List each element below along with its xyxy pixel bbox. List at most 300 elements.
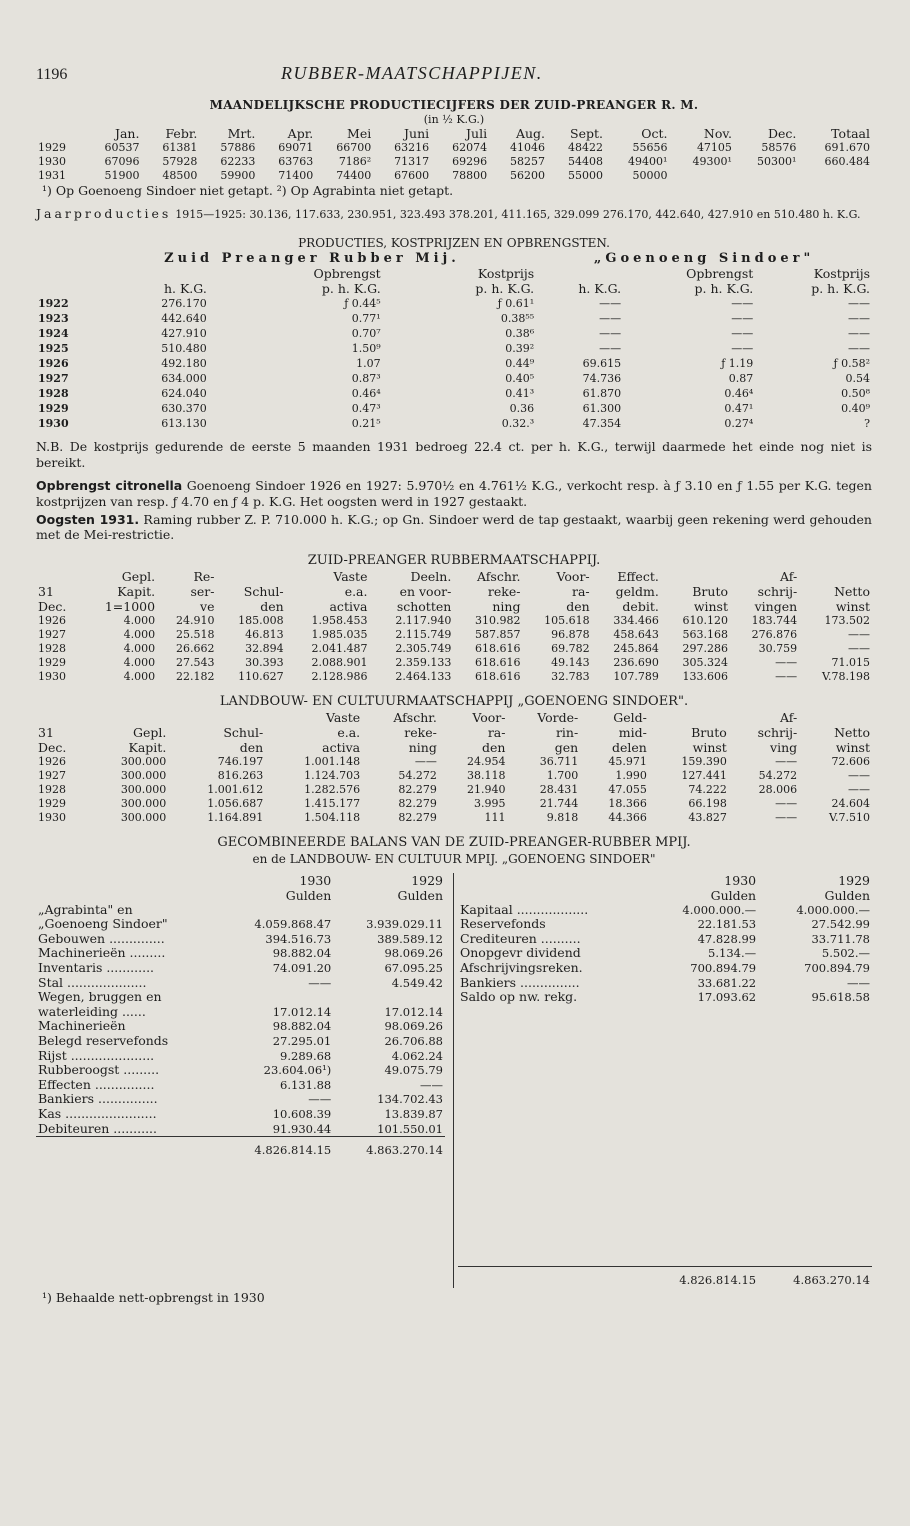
zp-header-cell: den (260, 599, 284, 615)
gs-cell: 1.056.687 (207, 797, 264, 811)
gs-cell: —— (848, 769, 870, 783)
monthly-cell: 69296 (452, 154, 488, 168)
productie-cell: 0.21⁵ (351, 417, 381, 431)
productie-cell: —— (599, 342, 622, 356)
productie-cell: —— (599, 312, 622, 326)
zp-cell: 587.857 (474, 628, 521, 642)
balans-left-row (36, 1078, 445, 1093)
gs-cell: 21.940 (466, 783, 506, 797)
gs-cell: 28.431 (539, 783, 579, 797)
balans-left-cell: 91.930.44 (272, 1121, 332, 1136)
zp-row (36, 614, 872, 628)
balans-left-row (36, 976, 445, 991)
gs-cell: 1926 (38, 755, 66, 769)
zp-header-cell: Re- (193, 569, 215, 585)
zp-cell: 105.618 (544, 614, 590, 628)
gs-header-cell: Vaste (325, 710, 361, 726)
balans-left-cell: Gebouwen .............. (38, 930, 165, 946)
zp-header-cell: en voor- (399, 584, 452, 600)
zp-header-cell: Gepl. (121, 569, 156, 585)
balans-activa (36, 873, 454, 1288)
gs-header-cell: reke- (404, 725, 437, 741)
gs-cell: 9.818 (546, 811, 579, 825)
balans-left-row (36, 932, 445, 947)
productie-cell: 74.736 (582, 372, 622, 386)
zp-header-cell: Af- (779, 569, 798, 585)
monthly-header-cell: Aug. (515, 125, 546, 141)
balans-title-2: en de LANDBOUW- EN CULTUUR MPIJ. „GOENOENG SINDOER" (252, 851, 656, 866)
zp-header-cell: schotten (396, 599, 452, 615)
monthly-cell: 1930 (38, 154, 66, 168)
gs-cell: 159.390 (681, 755, 727, 769)
gs-cell: 127.441 (681, 769, 727, 783)
citronella-paragraph (36, 478, 872, 509)
balans-right-cell: 4.000.000.— (682, 902, 757, 917)
productie-cell: 69.615 (582, 357, 622, 371)
jaarproductie-text: 1915—1925: 30.136, 117.633, 230.951, 323.493 378.201, 411.165, 329.099 276.170, 442.640, 427.910 en 510.480 h. K.G. (175, 208, 861, 222)
balans-sheet (36, 873, 872, 1288)
balans-left-cell: Stal .................... (38, 974, 147, 990)
gs-cell: 54.272 (398, 769, 437, 783)
gs-cell: 74.222 (688, 783, 727, 797)
gs-cell: 111 (484, 811, 506, 825)
monthly-cell (734, 169, 798, 183)
productie-cell: 1927 (38, 372, 69, 386)
balans-right-cell: —— (847, 975, 870, 990)
gs-table (36, 710, 872, 825)
balans-left-cell: Machinerieën (38, 1018, 126, 1034)
balans-right-cell: 5.502.— (821, 946, 870, 961)
monthly-header-cell: Oct. (641, 125, 668, 141)
productie-cell: —— (848, 342, 870, 356)
zp-header-cell: e.a. (344, 584, 368, 600)
balans-left-cell: 101.550.01 (377, 1121, 443, 1136)
productie-header-cell: Opbrengst (313, 266, 381, 282)
zp-cell: 69.782 (551, 642, 590, 656)
zp-cell: 563.168 (682, 628, 728, 642)
productie-cell: 1930 (38, 417, 69, 431)
monthly-row (36, 169, 872, 183)
zp-cell: 4.000 (123, 642, 156, 656)
oogsten-paragraph (36, 512, 872, 543)
balans-left-cell: Rubberoogst ......... (38, 1062, 160, 1078)
balans-right-cell: Onopgevr dividend (460, 945, 581, 961)
balans-right-cell: 4.000.000.— (796, 902, 870, 917)
zp-cell: 110.627 (238, 670, 284, 684)
balans-left-cell (222, 903, 334, 918)
productie-cell: ? (864, 417, 870, 431)
balans-left-cell: 67.095.25 (384, 961, 443, 975)
gs-header-cell: e.a. (337, 725, 361, 741)
monthly-cell: 49300¹ (692, 154, 732, 168)
monthly-header-cell: Nov. (703, 125, 732, 141)
zp-cell: 334.466 (613, 614, 659, 628)
balans-right-total-1929: 4.863.270.14 (758, 1267, 872, 1288)
gs-cell: 44.366 (608, 811, 647, 825)
monthly-cell: 58576 (761, 140, 797, 154)
gs-header-cell: Afschr. (393, 710, 437, 726)
zp-cell: 1927 (38, 628, 66, 642)
balans-left-cell: —— (308, 1092, 332, 1107)
zp-header-3 (36, 599, 872, 614)
gs-header-cell: winst (692, 740, 727, 756)
gs-cell: 21.744 (539, 797, 579, 811)
balans-left-currency (36, 888, 445, 903)
balans-left-cell: Kas ....................... (38, 1105, 157, 1121)
zp-header-cell: Voor- (556, 569, 590, 585)
productie-row (36, 416, 872, 431)
zp-header-cell: 1=1000 (104, 599, 156, 615)
gs-cell: —— (848, 783, 870, 797)
gs-header-cell: Af- (779, 710, 798, 726)
gs-cell: 1929 (38, 797, 66, 811)
monthly-cell: 61381 (162, 140, 198, 154)
gs-cell: 47.055 (608, 783, 647, 797)
balans-left-cell: 23.604.06¹) (263, 1063, 332, 1078)
productie-cell: 0.39² (505, 342, 535, 356)
zp-header-cell: winst (693, 599, 728, 615)
balans-left-cell: 134.702.43 (377, 1092, 443, 1107)
productie-cell: 427.910 (161, 327, 207, 341)
balans-left-row (36, 1005, 445, 1020)
productie-header-cell: Kostprijs (477, 266, 535, 282)
gs-header-cell: Voor- (472, 710, 506, 726)
balans-right-row (458, 932, 872, 947)
balans-right-cell: Bankiers ............... (460, 974, 580, 990)
zp-cell: 27.543 (175, 656, 215, 670)
productie-row (36, 356, 872, 371)
monthly-cell: 48500 (162, 168, 198, 182)
productie-cell: 1.50⁹ (351, 342, 381, 356)
productie-cell: 0.44⁹ (505, 357, 535, 371)
balans-right-row (458, 990, 872, 1005)
gs-cell: 1.001.612 (207, 783, 264, 797)
gs-header-cell: Netto (834, 725, 870, 741)
zp-header-cell: Bruto (692, 584, 728, 600)
productie-cell: 0.54 (845, 372, 870, 386)
monthly-cell: 74400 (336, 168, 372, 182)
zp-row (36, 628, 872, 642)
productie-header-1 (36, 266, 872, 281)
gs-row (36, 755, 872, 769)
zp-cell: 297.286 (682, 642, 728, 656)
balans-right-cell: 27.542.99 (811, 917, 870, 932)
gs-header-cell: winst (835, 740, 870, 756)
productie-cell: 0.47³ (351, 402, 381, 416)
gs-cell: 54.272 (758, 769, 798, 783)
zp-header-cell: winst (835, 599, 870, 615)
zp-cell: 2.128.986 (311, 670, 368, 684)
productie-cell: 0.38⁶ (505, 327, 535, 341)
gs-cell: —— (775, 797, 798, 811)
nb-paragraph: N.B. De kostprijs gedurende de eerste 5 maanden 1931 bedroeg 22.4 ct. per h. K.G., terwijl daarmede het einde nog niet is bereikt. (36, 439, 872, 470)
productie-header-cell: h. K.G. (163, 281, 207, 297)
zp-cell: —— (775, 656, 798, 670)
productie-row (36, 386, 872, 401)
productie-header-cell (36, 266, 88, 281)
balans-right-currency (458, 888, 872, 903)
zp-cell: 2.464.133 (395, 670, 452, 684)
zp-cell: 1.958.453 (311, 614, 368, 628)
gs-cell: 1.164.891 (207, 811, 264, 825)
productie-cell: ƒ 0.61¹ (497, 297, 535, 311)
balans-left-cell: 98.069.26 (384, 1019, 443, 1034)
balans-left-row (36, 1063, 445, 1078)
balans-left-cell: 389.589.12 (377, 931, 443, 946)
zp-cell: 2.115.749 (395, 628, 452, 642)
gs-header-cell (88, 710, 168, 725)
gs-header-2 (36, 725, 872, 740)
productie-cell: ƒ 1.19 (721, 357, 754, 371)
balans-left-table (36, 873, 445, 1158)
productie-cell: 0.87 (728, 372, 754, 386)
productie-cell: 1923 (38, 312, 69, 326)
zp-cell: 310.982 (474, 614, 521, 628)
productie-header-cell (88, 266, 209, 281)
zp-cell: 610.120 (682, 614, 728, 628)
zp-header-cell: Netto (834, 584, 870, 600)
zp-cell: —— (848, 628, 870, 642)
monthly-header-cell: Apr. (287, 125, 314, 141)
balans-left-cell: Machinerieën ......... (38, 945, 166, 961)
balans-left-cell: 9.289.68 (280, 1048, 332, 1063)
gs-header-cell: 31 (38, 725, 54, 741)
productie-row (36, 341, 872, 356)
oogsten-text: Raming rubber Z. P. 710.000 h. K.G.; op Gn. Sindoer werd de tap gestaakt, waarbij geen rekening werd gehouden met de Mei-restrictie. (36, 511, 872, 543)
gs-header-cell: mid- (618, 725, 647, 741)
gs-cell: V.7.510 (828, 811, 870, 825)
productie-cell: 0.40⁹ (841, 402, 870, 416)
zp-cell: 618.616 (474, 642, 521, 656)
gs-cell: 45.971 (608, 755, 647, 769)
productie-cell: —— (731, 327, 754, 341)
zp-cell: 1928 (38, 642, 66, 656)
zp-row (36, 642, 872, 656)
zp-cell: 245.864 (613, 642, 659, 656)
balans-right-cell: 22.181.53 (697, 917, 757, 932)
balans-left-row (36, 961, 445, 976)
productie-cell: 492.180 (161, 357, 207, 371)
monthly-cell: 71317 (394, 154, 430, 168)
oogsten-label: Oogsten 1931. (36, 511, 140, 527)
productie-cell: 61.300 (582, 402, 622, 416)
gs-header-cell (36, 710, 88, 725)
balans-left-cell: 17.012.14 (384, 1004, 443, 1019)
balans-left-row (36, 946, 445, 961)
zp-cell: 2.117.940 (395, 614, 452, 628)
zp-header-cell: debit. (622, 599, 659, 615)
balans-left-total-1930: 4.826.814.15 (222, 1137, 334, 1158)
balans-right-cell: 33.711.78 (811, 931, 870, 946)
zp-cell: 4.000 (123, 656, 156, 670)
zp-table (36, 569, 872, 684)
balans-left-cell (333, 990, 445, 1005)
productie-cell: —— (731, 297, 754, 311)
monthly-header-cell: Totaal (831, 125, 870, 141)
gs-header-cell: Bruto (691, 725, 727, 741)
balans-left-cell: Inventaris ............ (38, 960, 155, 975)
monthly-cell: 55000 (567, 168, 603, 182)
monthly-cell: 62074 (452, 140, 488, 154)
zp-cell: 2.359.133 (395, 656, 452, 670)
zp-header-cell: Vaste (333, 569, 368, 585)
zp-header-cell: ra- (572, 584, 590, 600)
gs-cell: 1.282.576 (304, 783, 361, 797)
productie-cell: 630.370 (161, 402, 207, 416)
balans-left-row (36, 1049, 445, 1064)
jaarproductie-paragraph (36, 206, 872, 222)
productie-cell: —— (731, 312, 754, 326)
zp-header-cell: reke- (487, 584, 521, 600)
gs-row (36, 797, 872, 811)
gs-header-cell: Vorde- (537, 710, 579, 726)
zp-header-cell: geldm. (615, 584, 659, 600)
productie-row (36, 311, 872, 326)
productie-row (36, 401, 872, 416)
balans-right-cell: 5.134.— (708, 946, 757, 961)
productie-table (36, 251, 872, 431)
balans-left-cell: 4.059.868.47 (254, 917, 332, 932)
productie-cell: 1928 (38, 387, 69, 401)
zp-row (36, 656, 872, 670)
zp-header-cell: Deeln. (410, 569, 452, 585)
balans-left-cell: Debiteuren ........... (38, 1120, 157, 1136)
balans-left-cell: 98.882.04 (272, 946, 332, 961)
gs-header-cell: den (482, 740, 506, 756)
gs-cell: 300.000 (120, 755, 167, 769)
productie-cell: —— (599, 327, 622, 341)
balans-left-row (36, 1019, 445, 1034)
zp-cell: 173.502 (824, 614, 870, 628)
monthly-cell: 69071 (278, 140, 314, 154)
productie-cell: 0.87³ (351, 372, 381, 386)
balans-left-row (36, 1034, 445, 1049)
productie-row (36, 296, 872, 311)
productie-cell: —— (731, 342, 754, 356)
balans-left-total-row (36, 1137, 445, 1158)
productie-cell: 1929 (38, 402, 69, 416)
monthly-cell: 49400¹ (628, 154, 668, 168)
gs-cell: 300.000 (120, 783, 167, 797)
balans-left-cell: 26.706.88 (384, 1033, 443, 1048)
zp-cell: 26.662 (175, 642, 215, 656)
gs-cell: 1928 (38, 783, 66, 797)
gs-header-cell (799, 710, 872, 725)
monthly-cell: 66700 (336, 140, 372, 154)
monthly-cell: 57928 (162, 154, 198, 168)
page-number: 1196 (36, 66, 68, 83)
balans-right-currency-1930: Gulden (710, 887, 757, 903)
zp-header-cell: den (566, 599, 590, 615)
monthly-cell: 7186² (338, 154, 372, 168)
monthly-footnote: ¹) Op Goenoeng Sindoer niet getapt. ²) Op Agrabinta niet getapt. (42, 182, 454, 198)
zp-cell: 107.789 (613, 670, 659, 684)
zp-cell: 32.894 (245, 642, 284, 656)
productie-title: PRODUCTIES, KOSTPRIJZEN EN OPBRENGSTEN. (298, 236, 610, 251)
productie-company-row (36, 251, 872, 266)
productie-cell: —— (848, 297, 870, 311)
productie-header-cell: Opbrengst (686, 266, 754, 282)
balans-right-table (458, 873, 872, 1288)
gs-header-cell: gen (554, 740, 579, 756)
gs-header-cell: ning (408, 740, 437, 756)
gs-cell: 1.415.177 (304, 797, 361, 811)
zp-cell: 1929 (38, 656, 66, 670)
gs-cell: 72.606 (831, 755, 870, 769)
monthly-cell: 1931 (38, 168, 66, 182)
balans-right-cell: 700.894.79 (804, 961, 870, 975)
monthly-cell: 57886 (220, 140, 256, 154)
balans-left-cell: Rijst ..................... (38, 1047, 155, 1063)
gs-cell: 82.279 (398, 797, 437, 811)
productie-cell: 1925 (38, 342, 69, 356)
zp-title: ZUID-PREANGER RUBBERMAATSCHAPPIJ. (307, 552, 601, 568)
productie-cell: 47.354 (582, 417, 622, 431)
gs-header-cell (649, 710, 729, 725)
gs-header-cell: activa (322, 740, 361, 756)
zp-cell: 2.305.749 (395, 642, 452, 656)
productie-header-cell: p. h. K.G. (321, 281, 381, 297)
zp-cell: 24.910 (175, 614, 215, 628)
zp-cell: 4.000 (123, 614, 156, 628)
monthly-header-cell: Mei (347, 125, 372, 141)
balans-left-cell: 13.839.87 (384, 1106, 443, 1121)
balans-right-spacer (458, 1005, 872, 1267)
balans-title-1: GECOMBINEERDE BALANS VAN DE ZUID-PREANGER-RUBBER MPIJ. (217, 835, 691, 851)
gs-cell: —— (775, 755, 798, 769)
monthly-cell: 71400 (278, 168, 314, 182)
gs-title: LANDBOUW- EN CULTUURMAATSCHAPPIJ „GOENOENG SINDOER". (219, 694, 689, 710)
balans-passiva (454, 873, 872, 1288)
balans-right-cell: 17.093.62 (697, 990, 757, 1005)
balans-right-total-row (458, 1267, 872, 1288)
zp-cell: 71.015 (831, 656, 870, 670)
balans-left-row (36, 1092, 445, 1107)
zp-cell: 618.616 (474, 670, 521, 684)
gs-cell: 300.000 (120, 769, 167, 783)
zp-header-cell: ser- (190, 584, 215, 600)
productie-cell: 61.870 (582, 387, 622, 401)
monthly-table (36, 127, 872, 183)
zp-header-2 (36, 584, 872, 599)
zp-header-cell: schrij- (757, 584, 798, 600)
zp-cell: 183.744 (751, 614, 798, 628)
zp-header-cell (799, 569, 872, 584)
monthly-header-cell (36, 127, 84, 141)
balans-left-cell: „Agrabinta" en (38, 901, 133, 917)
productie-cell: 0.77¹ (351, 312, 381, 326)
monthly-cell: 78800 (452, 168, 488, 182)
gs-header-cell: Schul- (223, 725, 264, 741)
monthly-cell: 50300¹ (757, 154, 797, 168)
zp-cell: 305.324 (682, 656, 728, 670)
gs-cell: 24.604 (831, 797, 870, 811)
citronella-text: Goenoeng Sindoer 1926 en 1927: 5.970½ en 4.761½ K.G., verkocht resp. à ƒ 3.10 en ƒ 1.55 per K.G. tegen kostprijzen van resp. ƒ 4.70 en ƒ 4 p. K.G. Het oogsten werd in 1927 gestaakt. (36, 478, 872, 509)
zp-header-cell: vingen (754, 599, 798, 615)
productie-cell: 0.47¹ (724, 402, 754, 416)
balans-left-cell: waterleiding ...... (38, 1003, 146, 1019)
zp-cell: 133.606 (682, 670, 728, 684)
gs-header-cell: Gepl. (132, 725, 167, 741)
zp-cell: 32.783 (551, 670, 590, 684)
zp-row (36, 670, 872, 684)
jaarproductie-label: Jaarproducties (36, 206, 172, 222)
balans-left-cell: 4.549.42 (391, 975, 443, 990)
balans-right-row (458, 976, 872, 991)
balans-right-row (458, 946, 872, 961)
gs-header-cell: Geld- (613, 710, 647, 726)
monthly-cell: 1929 (38, 140, 66, 154)
